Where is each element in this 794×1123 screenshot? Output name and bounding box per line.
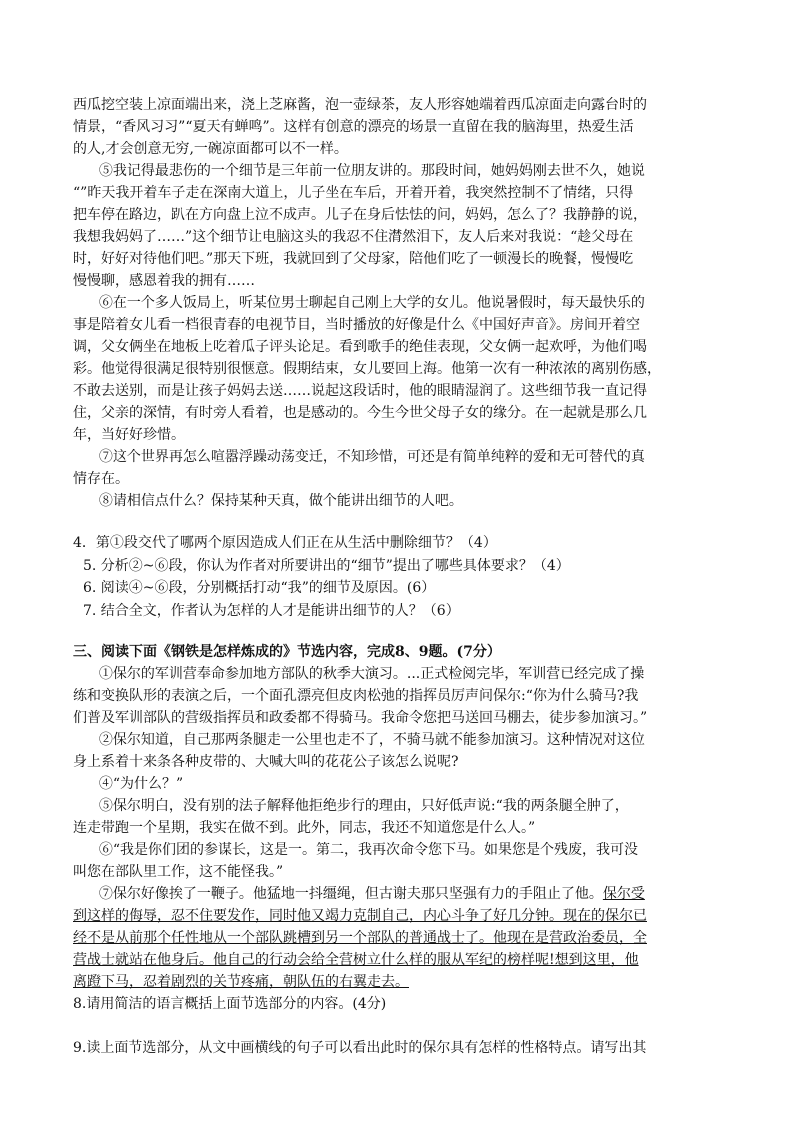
- text-line: 事是陪着女儿看一档很青春的电视节目，当时播放的好像是什么《中国好声音》。房间开着空: [73, 317, 640, 333]
- text-line: 西瓜挖空装上凉面端出来，浇上芝麻酱，泡一壶绿茶，友人形容她端着西瓜凉面走向露台时的: [73, 97, 647, 113]
- text-line: 我想我妈妈了……”这个细节让电脑这头的我忍不住潸然泪下，友人后来对我说：“趁父母在: [73, 229, 634, 245]
- excerpt-paragraph-6: [73, 839, 723, 883]
- underlined-sentence: 到这样的侮辱，忍不住要发作，同时他又竭力克制自己，内心斗争了好几分钟。现在的保尔已: [73, 908, 647, 924]
- text-line: ②保尔知道，自己那两条腿走一公里也走不了，不骑马就不能参加演习。这种情况对这位: [98, 732, 645, 748]
- question-7: 7. 结合全文，作者认为怎样的人才是能讲出细节的人？（6）: [83, 602, 460, 619]
- text-line: 年，当好好珍惜。: [73, 427, 185, 443]
- text-line: 叫您在部队里工作，这不能怪我。”: [73, 864, 284, 880]
- text-line: ⑤我记得最悲伤的一个细节是三年前一位朋友讲的。那段时间，她妈妈刚去世不久，她说: [98, 163, 645, 179]
- excerpt-paragraph-1: [73, 663, 723, 729]
- text-line: ⑥在一个多人饭局上，听某位男士聊起自己刚上大学的女儿。他说暑假时，每天最快乐的: [98, 295, 645, 311]
- text-line: 调，父女俩坐在地板上吃着瓜子评头论足。看到歌手的绝佳表现，父女俩一起欢呼，为他们喝: [73, 339, 647, 355]
- excerpt-paragraph-4: ④“为什么？”: [98, 776, 184, 792]
- text-line: 时，好好对待他们吧。”那天下班，我就回到了父母家，陪他们吃了一顿漫长的晚餐，慢慢吃: [73, 251, 634, 267]
- text-line: 彩。他觉得很满足很特别很惬意。假期结束，女儿要回上海。他第一次有一种浓浓的离别伤感，: [73, 361, 661, 377]
- paragraph-6: [73, 292, 723, 446]
- underlined-sentence: 营战士就站在他身后。他自己的行动会给全营树立什么样的服从军纪的榜样呢!想到这里，他: [73, 952, 639, 968]
- text-line: 不敢去送别，而是让孩子妈妈去送……说起这段话时，他的眼睛湿润了。这些细节我一直记得: [73, 383, 647, 399]
- underlined-sentence: 离蹬下马，忍着剧烈的关节疼痛，朝队伍的右翼走去。: [73, 974, 409, 990]
- section-heading: 三、阅读下面《钢铁是怎样炼成的》节选内容，完成8、9题。(7分）: [73, 644, 501, 660]
- text-line: ①保尔的军训营奉命参加地方部队的秋季大演习。...正式检阅完毕，军训营已经完成了操: [98, 666, 645, 682]
- paragraph-8: [73, 490, 723, 512]
- excerpt-paragraph-7: [73, 883, 723, 993]
- excerpt-paragraph-5: [73, 795, 723, 839]
- text-line: ⑦这个世界再怎么喧嚣浮躁动荡变迁，不知珍惜，可还是有简单纯粹的爱和无可替代的真: [98, 449, 645, 465]
- text-line: 们普及军训部队的营级指挥员和政委都不得骑马。我命令您把马送回马棚去，徒步参加演习。”: [73, 710, 648, 726]
- underlined-sentence: 经不是从前那个任性地从一个部队跳槽到另一个部队的普通战士了。他现在是营政治委员，全: [73, 930, 647, 946]
- text-line: 情存在。: [73, 471, 129, 487]
- question-6: 6. 阅读④~⑥段，分别概括打动“我”的细节及原因。(6）: [83, 580, 436, 596]
- question-list: [73, 532, 723, 622]
- text-line: 练和变换队形的表演之后，一个面孔漂亮但皮肉松弛的指挥员厉声问保尔:“你为什么骑马?我: [73, 688, 639, 704]
- question-8: 8.请用简洁的语言概括上面节选部分的内容。(4分): [73, 996, 387, 1012]
- text-line: ⑤保尔明白，没有别的法子解释他拒绝步行的理由，只好低声说:“我的两条腿全肿了，: [98, 798, 629, 814]
- paragraph-7: [73, 446, 723, 490]
- text-line: 把车停在路边，趴在方向盘上泣不成声。儿子在身后怯怯的问，妈妈，怎么了？我静静的说，: [73, 207, 647, 223]
- underlined-sentence: 保尔受: [602, 886, 645, 902]
- text-line: 住，父亲的深情，有时旁人看着，也是感动的。今生今世父母子女的缘分。在一起就是那么几: [73, 405, 647, 421]
- question-5: 5. 分析②~⑥段，你认为作者对所要讲出的“细节”提出了哪些具体要求？（4）: [83, 557, 570, 574]
- text-line: 情景，“香风习习”“夏天有蝉鸣”。这样有创意的漂亮的场景一直留在我的脑海里，热爱生活: [73, 119, 634, 135]
- text-line: 身上系着十来条各种皮带的、大喊大叫的花花公子该怎么说呢?: [73, 754, 459, 770]
- text-line: “”昨天我开着车子走在深南大道上，儿子坐在车后，开着开着，我突然控制不了情绪，只得: [73, 185, 634, 201]
- question-4: 4．第①段交代了哪两个原因造成人们正在从生活中删除细节？（4）: [73, 535, 497, 551]
- text-line: ⑦保尔好像挨了一鞭子。他猛地一抖缰绳，但古谢夫那只坚强有力的手阻止了他。: [98, 886, 603, 902]
- document-page: [73, 94, 723, 1059]
- text-line: 慢慢聊，感恩着我的拥有……: [73, 273, 255, 289]
- paragraph-5: [73, 160, 723, 292]
- question-9: 9.读上面节选部分，从文中画横线的句子可以看出此时的保尔具有怎样的性格特点。请写出其: [73, 1040, 647, 1056]
- text-line: ⑥“我是你们团的参谋长，这是一。第二，我再次命令您下马。如果您是个残废，我可没: [98, 842, 639, 858]
- text-line: 连走带跑一个星期，我实在做不到。此外，同志，我还不知道您是什么人。”: [73, 820, 536, 836]
- text-line: ⑧请相信点什么？保持某种天真，做个能讲出细节的人吧。: [98, 493, 463, 509]
- paragraph-intro: [73, 94, 723, 160]
- excerpt-paragraph-2: [73, 729, 723, 773]
- text-line: 的人,才会创意无穷,一碗凉面都可以不一样。: [73, 141, 348, 157]
